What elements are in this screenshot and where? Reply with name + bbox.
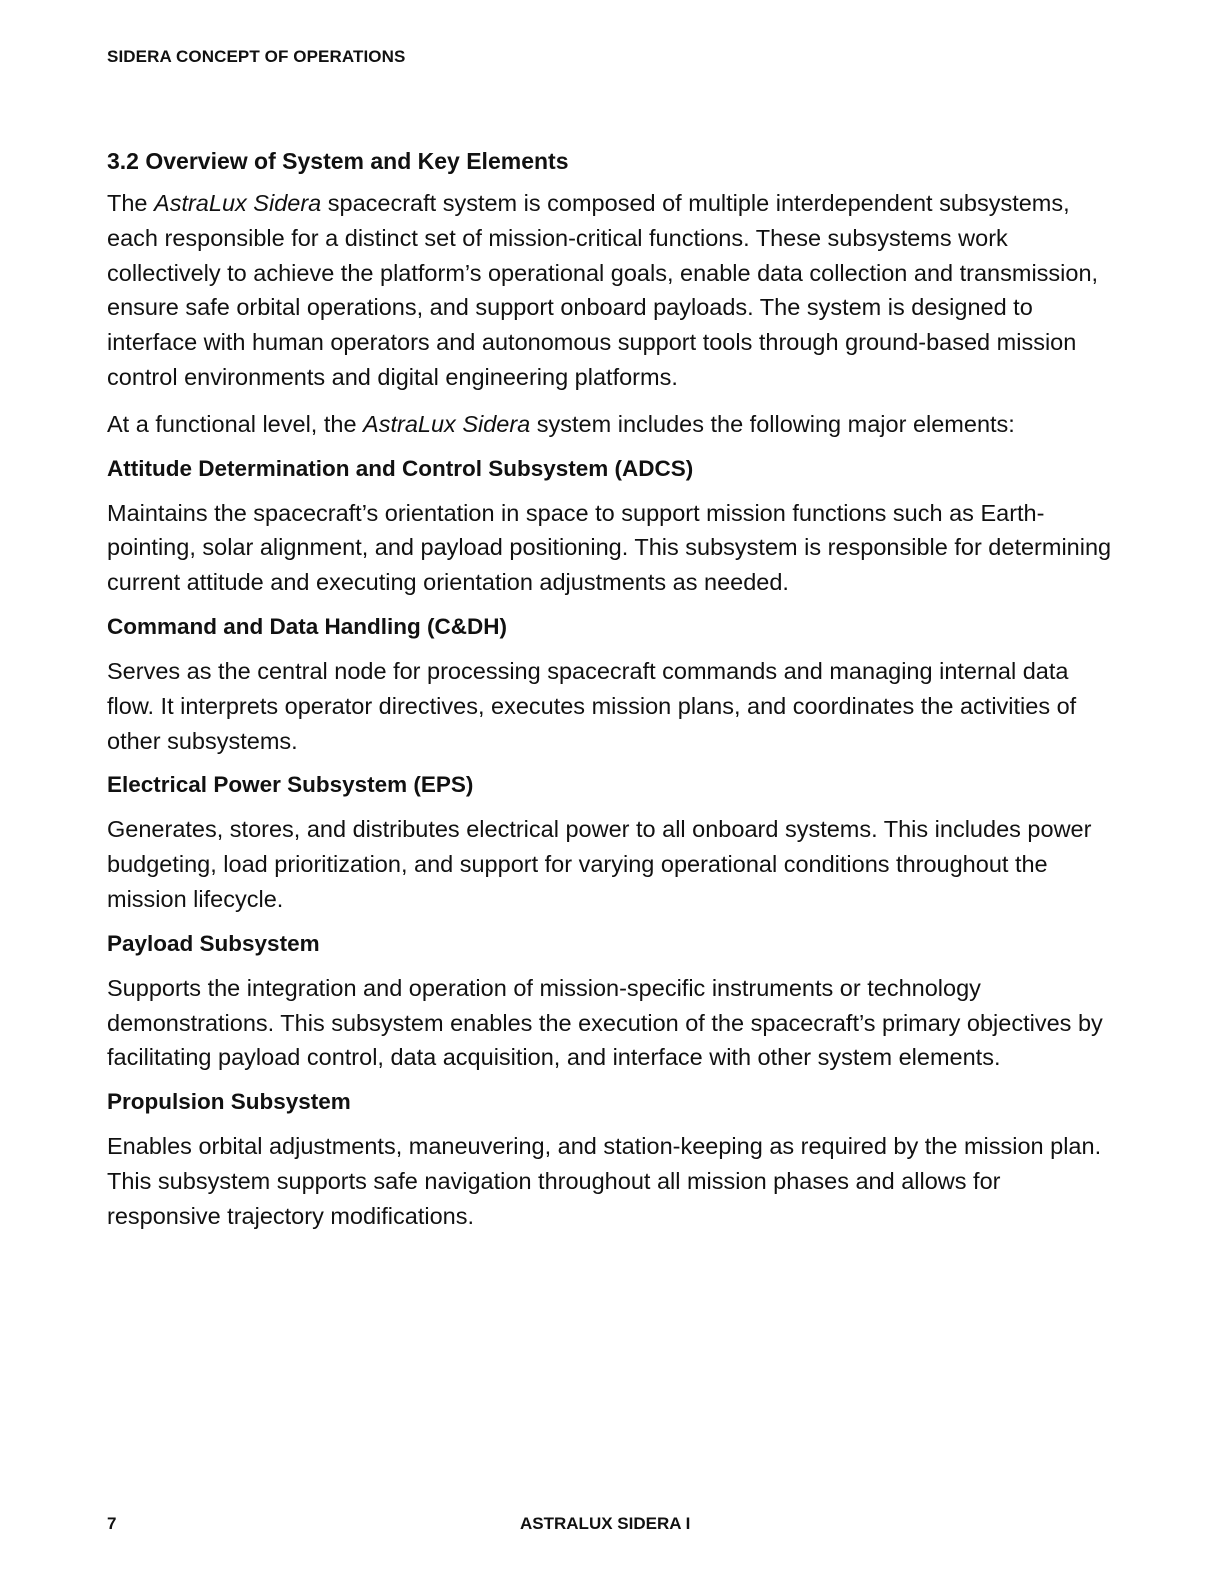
cdh-heading: Command and Data Handling (C&DH) (107, 613, 508, 639)
cdh-description: Serves as the central node for processing spacecraft commands and managing internal data flow. It interprets operator directives, executes mission plans, and coordinates the activities of other subsystems. (107, 657, 1077, 754)
product-name-italic: AstraLux Sidera (154, 190, 322, 216)
adcs-heading: Attitude Determination and Control Subsystem (ADCS) (107, 455, 694, 481)
page-number: 7 (107, 1514, 117, 1533)
lead-text-start: At a functional level, the (107, 410, 364, 437)
payload-heading: Payload Subsystem (107, 930, 320, 956)
propulsion-heading: Propulsion Subsystem (107, 1089, 351, 1115)
intro-text-start: The (107, 190, 155, 216)
intro-text-rest: spacecraft system is composed of multiple interdependent subsystems, each responsible for a distinct set of mission-critical functions. These subsystems work collectively to achieve the platform’s operational goals, enable data collection and transmission, ensure safe orbital operations, and support onboard payloads. The system is designed to interface with human operators and autonomous support tools through ground-based mission control environments and digital engineering platforms. (107, 190, 1099, 390)
section-title: 3.2 Overview of System and Key Elements (107, 148, 569, 174)
eps-heading: Electrical Power Subsystem (EPS) (107, 772, 474, 798)
adcs-description: Maintains the spacecraft’s orientation in space to support mission functions such as Earth-pointing, solar alignment, and payload positioning. This subsystem is responsible for determining current attitude and executing orientation adjustments as needed. (107, 499, 1112, 596)
running-header: SIDERA CONCEPT OF OPERATIONS (107, 47, 406, 66)
elements-lead-paragraph (107, 407, 1117, 442)
lead-text-rest: system includes the following major elements: (530, 410, 1015, 437)
eps-description: Generates, stores, and distributes electrical power to all onboard systems. This includes power budgeting, load prioritization, and support for varying operational conditions throughout the mission lifecycle. (107, 816, 1092, 912)
propulsion-description: Enables orbital adjustments, maneuvering, and station-keeping as required by the mission plan. This subsystem supports safe navigation throughout all mission phases and allows for responsive trajectory modifications. (107, 1133, 1102, 1229)
page-content (107, 146, 1117, 1246)
product-name-italic: AstraLux Sidera (363, 410, 531, 437)
footer-document-title: ASTRALUX SIDERA I (520, 1514, 691, 1533)
payload-description: Supports the integration and operation of mission-specific instruments or technology demonstrations. This subsystem enables the execution of the spacecraft’s primary objectives by facilitating payload control, data acquisition, and interface with other system elements. (107, 974, 1103, 1071)
intro-paragraph (107, 186, 1117, 395)
